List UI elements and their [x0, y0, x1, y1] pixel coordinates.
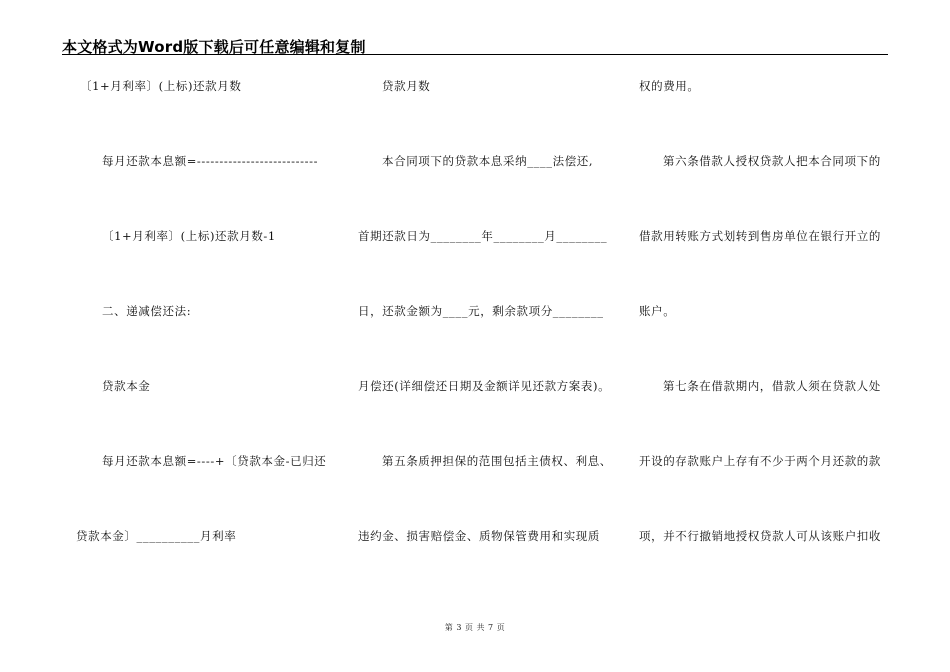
text-line: 月偿还(详细偿还日期及金额详见还款方案表)。 — [358, 379, 611, 393]
page-number: 第 3 页 共 7 页 — [444, 623, 506, 632]
text-line: 首期还款日为________年________月________ — [358, 229, 608, 243]
text-line: 贷款月数 — [382, 79, 431, 93]
text-line: 〔1+月利率〕(上标)还款月数 — [80, 79, 242, 93]
text-line: 借款用转账方式划转到售房单位在银行开立的 — [639, 229, 881, 243]
text-line: 第六条借款人授权贷款人把本合同项下的 — [663, 154, 881, 168]
document-header-title: 本文格式为Word版下载后可任意编辑和复制 — [62, 38, 366, 56]
text-line: 第七条在借款期内，借款人须在贷款人处 — [663, 379, 881, 393]
text-line: 二、递减偿还法: — [102, 304, 192, 318]
text-line: 账户。 — [639, 304, 676, 318]
text-line: 每月还款本息额=--------------------------- — [102, 154, 319, 168]
text-line: 第五条质押担保的范围包括主债权、利息、 — [382, 454, 612, 468]
text-line: 每月还款本息额=----+〔贷款本金-已归还 — [102, 454, 327, 468]
text-line: 贷款本金 — [102, 379, 151, 393]
text-line: 贷款本金〕__________月利率 — [76, 529, 237, 543]
text-line: 权的费用。 — [639, 79, 700, 93]
text-line: 日，还款金额为____元，剩余款项分________ — [358, 304, 604, 318]
header-divider — [62, 54, 888, 55]
text-line: 项，并不行撤销地授权贷款人可从该账户扣收 — [639, 529, 881, 543]
text-line: 本合同项下的贷款本息采纳____法偿还, — [382, 154, 594, 168]
text-line: 违约金、损害赔偿金、质物保管费用和实现质 — [358, 529, 600, 543]
text-line: 〔1+月利率〕(上标)还款月数-1 — [102, 229, 276, 243]
text-line: 开设的存款账户上存有不少于两个月还款的款 — [639, 454, 881, 468]
